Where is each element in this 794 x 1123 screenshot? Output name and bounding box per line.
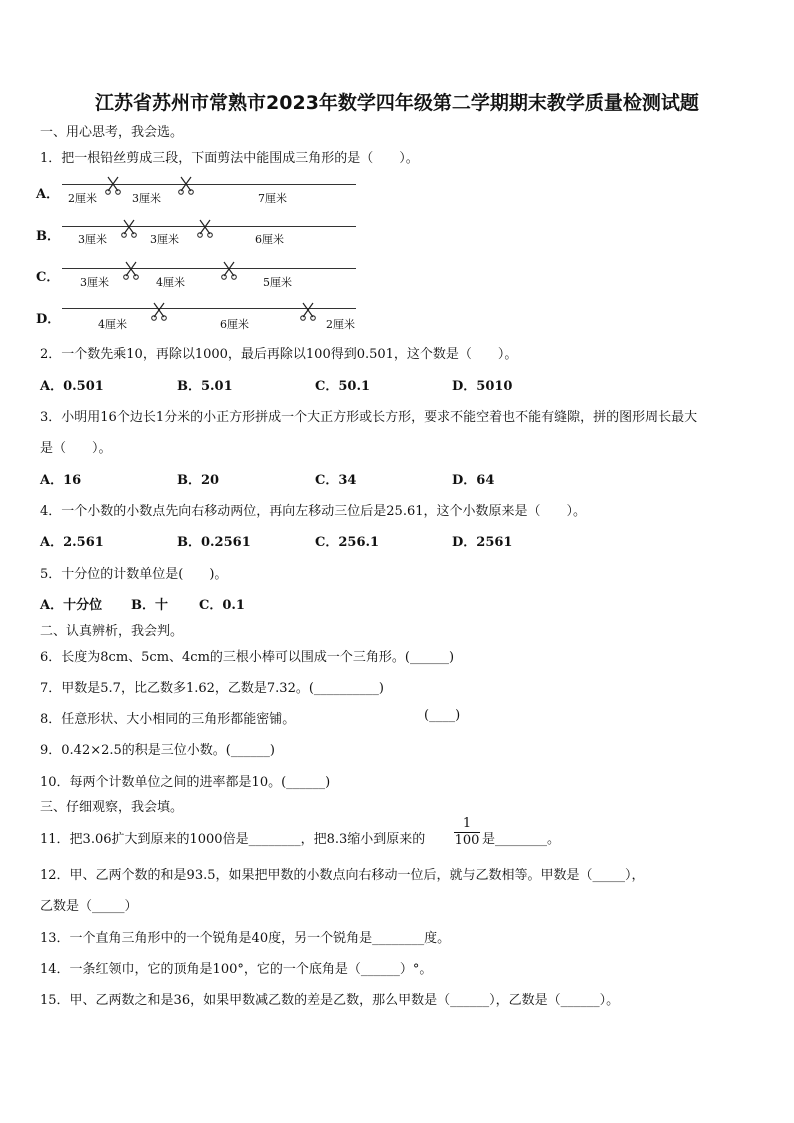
scissors-icon bbox=[299, 301, 317, 321]
q3-option-b: B．20 bbox=[177, 473, 220, 488]
q2-option-d: D．5010 bbox=[452, 379, 513, 394]
q1-a-seg-3: 7厘米 bbox=[258, 192, 287, 205]
q1-a-seg-1: 2厘米 bbox=[68, 192, 97, 205]
scissors-icon bbox=[177, 175, 195, 195]
question-12-line-1: 12．甲、乙两个数的和是93.5，如果把甲数的小数点向右移动一位后，就与乙数相等。甲数是（_____）， bbox=[40, 868, 645, 883]
q1-b-seg-1: 3厘米 bbox=[78, 233, 107, 246]
q2-option-b: B．5.01 bbox=[177, 379, 233, 394]
q1-d-seg-2: 6厘米 bbox=[220, 318, 249, 331]
q3-option-a: A．16 bbox=[40, 473, 82, 488]
q5-option-a: A．十分位 bbox=[40, 598, 103, 613]
q1-a-seg-2: 3厘米 bbox=[132, 192, 161, 205]
question-3-line-2: 是（ ）。 bbox=[40, 441, 112, 456]
scissors-icon bbox=[196, 218, 214, 238]
q4-option-b: B．0.2561 bbox=[177, 535, 251, 550]
question-4: 4．一个小数的小数点先向右移动两位，再向左移动三位后是25.61，这个小数原来是（ ）。 bbox=[40, 504, 586, 519]
section-3-heading: 三、仔细观察，我会填。 bbox=[40, 800, 184, 815]
q1-option-a-label: A． bbox=[36, 187, 60, 202]
question-11-part-2: 是________。 bbox=[482, 832, 561, 847]
q8-answer-blank: (____) bbox=[424, 708, 461, 723]
q4-option-d: D．2561 bbox=[452, 535, 513, 550]
page-title: 江苏省苏州市常熟市2023年数学四年级第二学期期末教学质量检测试题 bbox=[95, 92, 699, 114]
question-5: 5．十分位的计数单位是( )。 bbox=[40, 567, 228, 582]
q1-option-c-label: C． bbox=[36, 270, 60, 285]
fraction-denominator: 100 bbox=[454, 833, 480, 848]
q5-option-c: C．0.1 bbox=[199, 598, 245, 613]
q1-c-seg-1: 3厘米 bbox=[80, 276, 109, 289]
scissors-icon bbox=[120, 218, 138, 238]
q2-option-c: C．50.1 bbox=[315, 379, 371, 394]
scissors-icon bbox=[104, 175, 122, 195]
q1-d-seg-1: 4厘米 bbox=[98, 318, 127, 331]
scissors-icon bbox=[150, 301, 168, 321]
q5-option-b: B．十 bbox=[131, 598, 168, 613]
question-13: 13．一个直角三角形中的一个锐角是40度，另一个锐角是________度。 bbox=[40, 931, 451, 946]
question-9: 9．0.42×2.5的积是三位小数。(______) bbox=[40, 743, 275, 758]
question-10: 10．每两个计数单位之间的进率都是10。(______) bbox=[40, 775, 331, 790]
q1-option-d-label: D． bbox=[36, 312, 61, 327]
q1-b-seg-2: 3厘米 bbox=[150, 233, 179, 246]
question-3-line-1: 3．小明用16个边长1分米的小正方形拼成一个大正方形或长方形，要求不能空着也不能有缝隙，拼的图形周长最大 bbox=[40, 410, 698, 425]
q2-option-a: A．0.501 bbox=[40, 379, 104, 394]
question-2: 2．一个数先乘10，再除以1000，最后再除以100得到0.501，这个数是（ ）。 bbox=[40, 347, 518, 362]
question-6: 6．长度为8cm、5cm、4cm的三根小棒可以围成一个三角形。(______) bbox=[40, 650, 455, 665]
question-1: 1．把一根铅丝剪成三段，下面剪法中能围成三角形的是（ ）。 bbox=[40, 151, 419, 166]
q1-option-c-wire bbox=[62, 268, 356, 269]
q1-c-seg-2: 4厘米 bbox=[156, 276, 185, 289]
section-2-heading: 二、认真辨析，我会判。 bbox=[40, 624, 184, 639]
section-1-heading: 一、用心思考，我会选。 bbox=[40, 125, 184, 140]
q4-option-a: A．2.561 bbox=[40, 535, 104, 550]
question-12-line-2: 乙数是（_____） bbox=[40, 899, 138, 914]
q1-d-seg-3: 2厘米 bbox=[326, 318, 355, 331]
scissors-icon bbox=[122, 260, 140, 280]
scissors-icon bbox=[220, 260, 238, 280]
question-11-part-1: 11．把3.06扩大到原来的1000倍是________，把8.3缩小到原来的 bbox=[40, 832, 426, 847]
question-7: 7．甲数是5.7，比乙数多1.62，乙数是7.32。(__________) bbox=[40, 681, 384, 696]
q1-b-seg-3: 6厘米 bbox=[255, 233, 284, 246]
fraction-numerator: 1 bbox=[454, 816, 480, 833]
q3-option-d: D．64 bbox=[452, 473, 495, 488]
q1-option-b-label: B． bbox=[36, 229, 60, 244]
question-15: 15．甲、乙两数之和是36，如果甲数减乙数的差是乙数，那么甲数是（______），乙数是（______）。 bbox=[40, 993, 620, 1008]
q3-option-c: C．34 bbox=[315, 473, 357, 488]
q4-option-c: C．256.1 bbox=[315, 535, 380, 550]
question-8: 8．任意形状、大小相同的三角形都能密铺。 bbox=[40, 712, 296, 727]
question-14: 14．一条红领巾，它的顶角是100°，它的一个底角是（______）°。 bbox=[40, 962, 433, 977]
q1-c-seg-3: 5厘米 bbox=[263, 276, 292, 289]
fraction-one-hundredth bbox=[454, 816, 480, 849]
